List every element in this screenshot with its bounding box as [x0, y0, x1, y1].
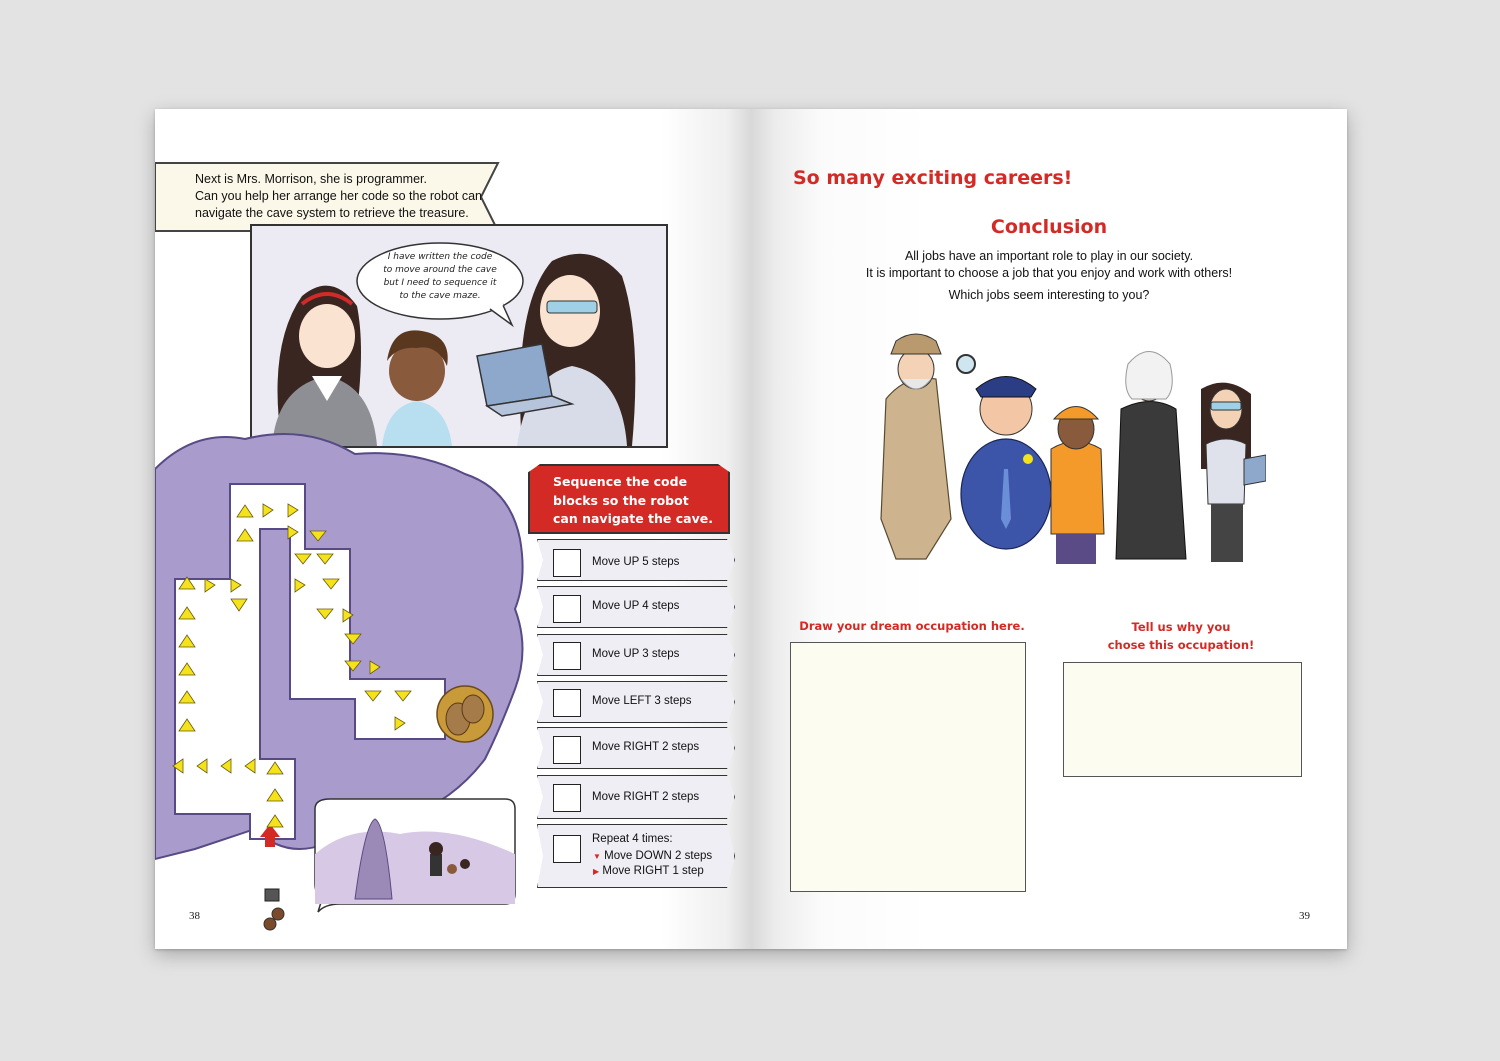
code-block-checkbox[interactable]: [553, 642, 581, 670]
bubble-line: to move around the cave: [383, 265, 497, 275]
triangle-right-icon: ▶: [593, 867, 600, 876]
draw-box-label: Draw your dream occupation here.: [799, 619, 1025, 633]
instruction-line: blocks so the robot: [553, 492, 689, 508]
robot-icon: [260, 884, 300, 934]
page-number-left: 38: [189, 910, 200, 922]
instruction-line: can navigate the cave.: [553, 511, 713, 526]
triangle-down-icon: ▼: [593, 852, 601, 861]
page-title: So many exciting careers!: [793, 167, 1073, 189]
tell-box-label: [1056, 618, 1306, 654]
robot-cave-inset: [310, 794, 520, 914]
bubble-line: but I need to sequence it: [383, 278, 497, 288]
bubble-line: I have written the code: [387, 252, 493, 262]
body-line: All jobs have an important role to play in our society.: [904, 249, 1194, 263]
instruction-line: Sequence the code: [553, 474, 688, 489]
instruction-text: [553, 473, 723, 529]
code-block-checkbox[interactable]: [553, 549, 581, 577]
speech-bubble-text: [370, 251, 510, 303]
code-block-checkbox[interactable]: [553, 736, 581, 764]
code-block-label: Move LEFT 3 steps: [592, 695, 692, 707]
repeat-sub-label: Move DOWN 2 steps: [604, 850, 713, 862]
code-block-label: Move UP 3 steps: [592, 648, 680, 660]
left-page: [155, 109, 751, 949]
code-block-checkbox[interactable]: [553, 784, 581, 812]
right-page: [751, 109, 1347, 949]
tell-label-line: chose this occupation!: [1107, 638, 1255, 652]
repeat-sub-label: Move RIGHT 1 step: [602, 865, 704, 877]
bubble-line: to the cave maze.: [399, 291, 481, 301]
code-block-label: Move RIGHT 2 steps: [592, 741, 700, 753]
body-line: It is important to choose a job that you enjoy and work with others!: [865, 266, 1233, 280]
code-block-checkbox[interactable]: [553, 595, 581, 623]
draw-answer-box[interactable]: [790, 642, 1026, 892]
code-block-checkbox[interactable]: [553, 689, 581, 717]
caption-line: Can you help her arrange her code so the robot can: [195, 189, 482, 203]
careers-illustration: [866, 319, 1266, 564]
repeat-sub-item: [593, 850, 712, 862]
body-paragraph: [751, 248, 1347, 282]
code-block-checkbox[interactable]: [553, 835, 581, 863]
repeat-sub-item: [593, 865, 704, 877]
question-text: Which jobs seem interesting to you?: [948, 288, 1150, 302]
section-heading: Conclusion: [990, 216, 1108, 238]
open-workbook: [155, 109, 1347, 949]
page-number-right: 39: [1299, 910, 1310, 922]
caption-line: navigate the cave system to retrieve the treasure.: [195, 206, 469, 220]
code-block-label: Move RIGHT 2 steps: [592, 791, 700, 803]
tell-label-line: Tell us why you: [1131, 620, 1231, 634]
code-block-label: Move UP 4 steps: [592, 600, 680, 612]
code-block-label: Repeat 4 times:: [592, 833, 673, 845]
tell-answer-box[interactable]: [1063, 662, 1302, 777]
caption-line: Next is Mrs. Morrison, she is programmer.: [195, 172, 427, 186]
code-block-label: Move UP 5 steps: [592, 556, 680, 568]
caption-text: [195, 171, 515, 222]
